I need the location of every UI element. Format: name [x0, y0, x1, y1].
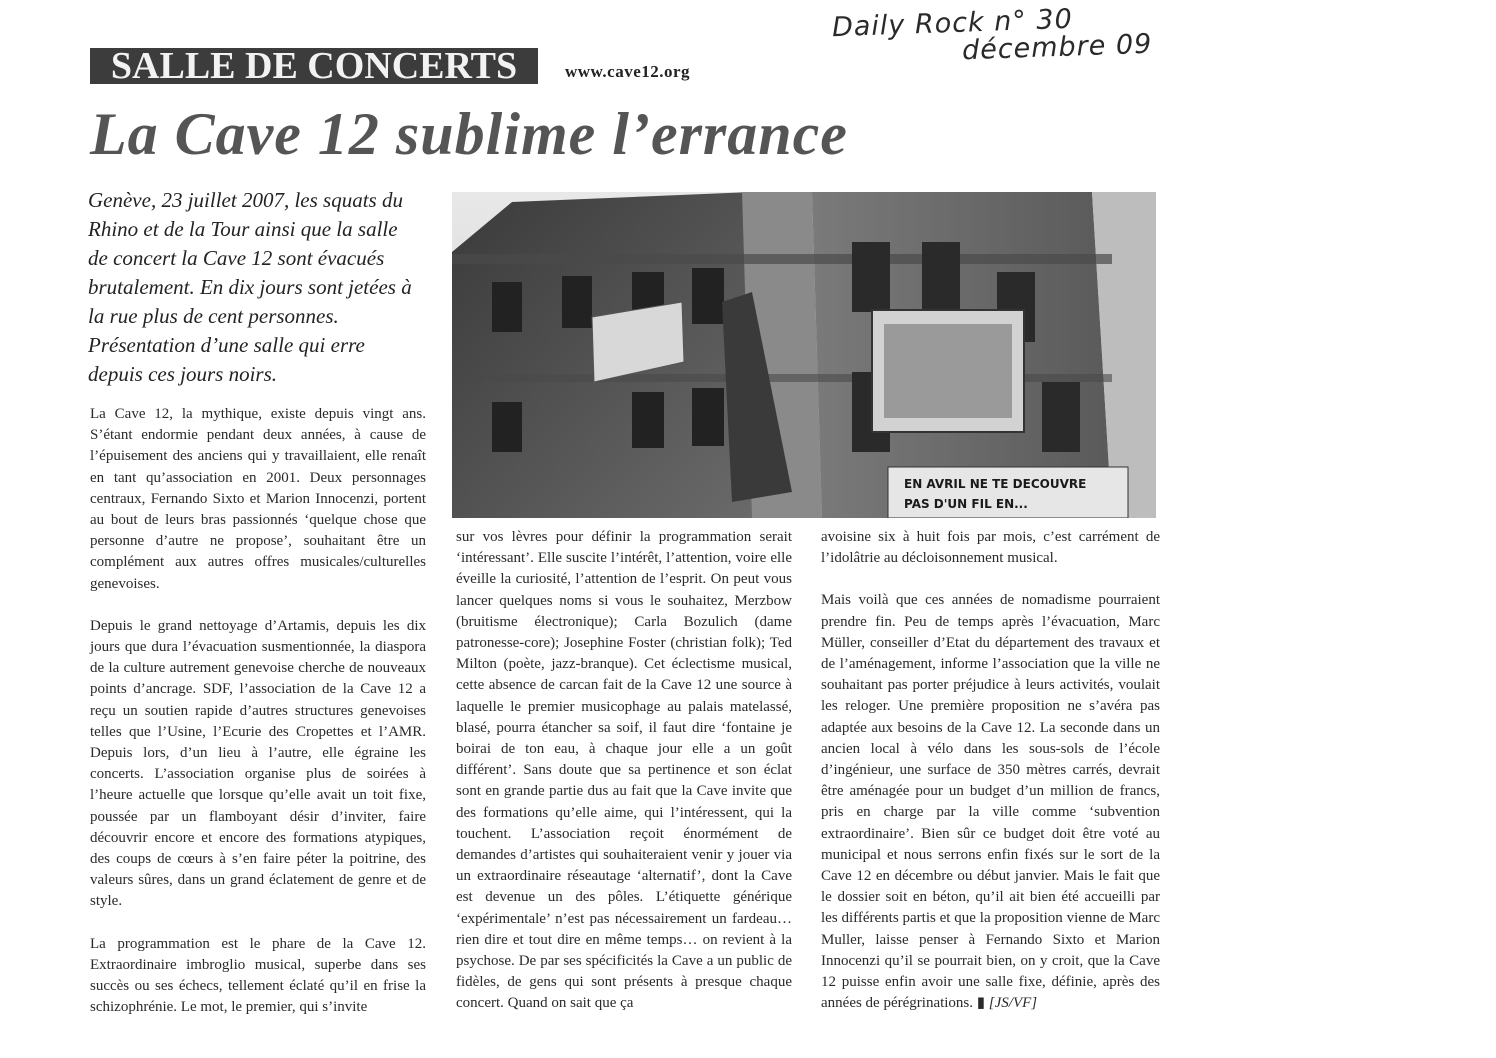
building-photo — [452, 192, 1156, 518]
article-column-1 — [90, 404, 426, 1018]
paragraph: sur vos lèvres pour définir la programmation serait ‘intéressant’. Elle suscite l’intérêt, l’attention, voire elle éveille la curiosité, l’attention de l’esprit. On peut vous lancer quelques noms si vous le souhaitez, Merzbow (bruitisme électronique); Carla Bozulich (dame patronesse-core); Josephine Foster (christian folk); Ted Milton (poète, jazz-branque). Cet éclectisme musical, cette absence de carcan fait de la Cave 12 une source à laquelle le premier musicophage au palais matelassé, blasé, pourra étancher sa soif, il faut dire ‘fontaine je boirai de ton eau, à chaque jour elle a un goût différent’. Sans doute que sa pertinence et son éclat sont en grande partie dus au fait que la Cave invite que des formations qu’elle aime, qui l’intéressent, qui la touchent. L’association reçoit énormément de demandes d’artistes qui souhaiteraient venir y jouer via un extraordinaire réseautage ‘alternatif’, dont la Cave est devenue un des pôles. L’étiquette générique ‘expérimentale’ n’est pas nécessairement un fardeau… rien dire et tout dire en même temps… on revient à la psychose. De par ses spécificités la Cave a un public de fidèles, de gens qui sont présents à presque chaque concert. Quand on sait que ça — [456, 529, 792, 1012]
paragraph: La programmation est le phare de la Cave 12. Extraordinaire imbroglio musical, superbe dans ses succès ou ses échecs, tellement éclaté qu’il en frise la schizophrénie. Le mot, le premier, qui s’invite — [90, 935, 426, 1016]
photo-banner-text-2: PAS D'UN FIL EN... — [904, 497, 1028, 511]
article-headline: La Cave 12 sublime l’errance — [90, 101, 848, 167]
article-lead: Genève, 23 juillet 2007, les squats du Rhino et de la Tour ainsi que la salle de concert la Cave 12 sont évacués brutalement. En dix jours sont jetées à la rue plus de cent personnes. Présentation d’une salle qui erre depuis ces jours noirs. — [88, 188, 412, 386]
article-column-2 — [456, 527, 792, 1015]
building-photo-drawing — [452, 192, 1156, 518]
photo-banner-text-1: EN AVRIL NE TE DECOUVRE — [904, 477, 1087, 491]
paragraph: Depuis le grand nettoyage d’Artamis, depuis les dix jours que dura l’évacuation susmentionnée, la diaspora de la culture autrement genevoise cherche de nouveaux points d’ancrage. SDF, l’association de la Cave 12 a reçu un soutien rapide d’autres structures genevoises telles que l’Usine, l’Ecurie des Cropettes et l’AMR. Depuis lors, d’un lieu à l’autre, elle égraine les concerts. L’association organise plus de soirées à l’heure actuelle que lorsque qu’elle avait un toit fixe, poussée par un flamboyant désir d’inviter, faire découvrir encore et encore des formations atypiques, des coups de cœurs à s’en faire péter la poitrine, des valeurs sûres, dans un grand éclatement de genre et de style. — [90, 617, 426, 910]
paragraph: La Cave 12, la mythique, existe depuis vingt ans. S’étant endormie pendant deux années, à cause de l’épuisement des anciens qui y travaillaient, elle renaît en tant qu’association en 2001. Deux personnages centraux, Fernando Sixto et Marion Innocenzi, portent au bout de leurs bras passionnés ‘quelque chose que personne d’autre ne propose’, souhaitant être un complément aux autres offres musicales/culturelles genevoises. — [90, 406, 426, 592]
author-signature: [JS/VF] — [988, 995, 1038, 1012]
paragraph-final — [821, 590, 1160, 1014]
end-mark: ▮ — [976, 995, 986, 1012]
handwritten-date-note: décembre 09 — [961, 28, 1153, 67]
website-url: www.cave12.org — [565, 62, 691, 81]
paragraph-text: Mais voilà que ces années de nomadisme pourraient prendre fin. Peu de temps après l’évacuation, Marc Müller, conseiller d’Etat du département des travaux et de l’aménagement, informe l’association que la ville ne souhaitant pas porter préjudice à leurs activités, voulait les reloger. Une première proposition ne s’avéra pas adaptée aux besoins de la Cave 12. La seconde dans un ancien local à vélo dans les sous-sols de l’école d’ingénieur, une surface de 350 mètres carrés, devrait être aménagée pour un budget d’un million de francs, pris en charge par la ville comme ‘subvention extraordinaire’. Bien sûr ce budget doit être voté au municipal et nous serrons enfin fixés sur le sort de la Cave 12 en décembre ou début janvier. Mais le fait que le dossier soit en béton, qu’il ait bien été accueilli par les différents partis et que la proposition vienne de Marc Muller, laisse penser à Fernando Sixto et Marion Innocenzi qu’il se pourrait bien, on y croit, que la Cave 12 puisse enfin avoir une salle fixe, définie, après des années de pérégrinations. — [821, 592, 1160, 1012]
handwritten-publication-note: Daily Rock n° 30 — [831, 3, 1074, 44]
paragraph: avoisine six à huit fois par mois, c’est carrément de l’idolâtrie au décloisonnement musical. — [821, 529, 1160, 567]
article-column-3 — [821, 527, 1160, 1014]
section-label: SALLE DE CONCERTS — [90, 48, 538, 84]
